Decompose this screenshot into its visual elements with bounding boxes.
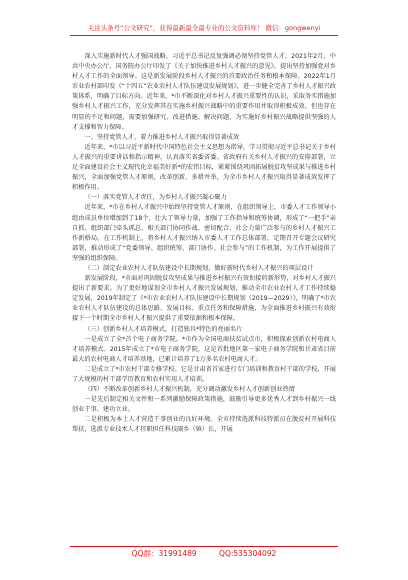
footer [70, 549, 338, 559]
paragraph-ecommerce-college: 一是成立了全*首个电子商务学院。*市作为全国电商扶贫试点市，积极探索创新农村电商人才培养模式。2015年成立了*市电子商务学院，这是首批地区第一家电子商务学院和甘肃省目前最大的农村电商人才培养基地，已累计培养了1万多名农村电商人才。 [72, 335, 336, 363]
document-body [72, 52, 336, 436]
header-divider [70, 35, 338, 36]
footer-qq-group: QQ群：31991489 [131, 549, 197, 558]
paragraph-section-1: 近年来，*市以习近平新时代中国特色社会主义思想为指导，学习贯彻习近平总书记关于乡村人才振兴的重要讲话和指示精神，认真落实省委省委、省政府有关乡村人才振兴的安排部署，立足全面建设社会主义现代化幸福美好新*的宏伟目标，紧紧围绕巩固拓展脱贫攻坚成果与推进乡村振兴，全面加强党管人才原则，改革创新、多措并举，为全市乡村人才振兴取得显著成效发挥了积极作用。 [72, 143, 336, 192]
footer-qq: QQ:535304092 [219, 549, 277, 558]
paragraph-intro: 深入实施新时代人才强国战略，习近平总书记反复强调必须坚持党管人才。2021年2月，中共中央办公厅、国务院办公厅印发了《关于加快推进乡村人才振兴的意见》，提出坚持加强党对乡村人才工作的全面领导。这是新发展阶段乡村人才振兴的首要政治任务和根本保障。2022年1月农业农村部印发《“十四五”农业农村人才队伍建设发展规划》，进一步健全完善了乡村人才振兴政策体系，明确了目标方向。近年来，*市不断深化对乡村人才振兴重要性的认识，采取务实措施加强乡村人才振兴工作，充分发挥其在实施乡村振兴战略中的重要作用并取得积极成效。但也存在明显的不足和问题，需要加强研究、改进措施、解决问题，为实施好乡村振兴战略提供坚强的人才支撑和智力保障。 [72, 53, 336, 131]
paragraph-cadre-school: 二是成立了*市农村干部专修学校。它是甘肃省首家进行专门培训和教育村干部的学校，开展了大规模的村干部学历教育和农村实用人才培训。 [72, 365, 336, 383]
paragraph-subsection-2: 新发展阶段，*市面对巩固脱贫攻坚成果与推进乡村振兴有效衔接的新形势，对乡村人才振兴提出了新要求。为了更好地谋划全市乡村人才振兴发展规划，推动全市农业农村人才工作持续稳定发展，2019年制定了《*市农业农村人才队伍建设中长期规划（2019—2029）》，明确了*市农业农村人才队伍建设的总体思路、发展目标、重点任务和保障措施，为全面推进乡村振兴有效衔接下一个时期全市乡村人才振兴提供了重要依据和根本保障。 [72, 275, 336, 323]
paragraph-local-talent: 二是积极为本土人才营造干事创业的良好环境。全市持续选派科技特派员在脱贫村开展科技帮扶，选派专业技术人才挂职担任科技副乡（镇）长，开展 [72, 416, 336, 434]
subheading-4: （四）不断改革创新乡村人才振兴机制，充分调动激发乡村人才创新创业热情 [84, 386, 295, 394]
subheading-2: （二）制定农业农村人才队伍建设中长期规划，做好新时代乡村人才振兴的项层设计 [84, 264, 314, 272]
footer-divider [70, 546, 338, 547]
paragraph-subsection-1: 近年来，*市在乡村人才振兴中始终坚持党管人才原则，在组织领导上，市委人才工作领导小组由成员单位增加到了18个，壮大了领导力量，加强了工作指导和统筹协调，形成了“一把手”亲自抓、组织部门牵头抓总、相关部门协同作战、密切配合、社会力量广泛参与的乡村人才振兴工作新格局。在工作机制上，将乡村人才振兴纳入市委人才工作总体部署，定期召开专题会议研究部署，推动形成了“党委领导、组织统筹、部门协作、社会参与”的工作机制，为工作开展提供了坚强的组织保障。 [72, 204, 336, 262]
section-heading-1: 一、坚持党管人才，着力推进乡村人才振兴取得显著成效 [84, 133, 240, 141]
paragraph-policies: 一是先后制定相关文件和一系列激励保障政策措施，鼓励引导更多优秀人才到乡村振兴一线创业干事、建功立业。 [72, 396, 336, 414]
subheading-3: （三）创新乡村人才培养模式，打造独具*特色的亮丽名片 [84, 325, 243, 333]
header-banner: 关注头条号“公文研究”，获得最新最全最专业的公文资料库！ 微信：gongwenyi [87, 24, 321, 32]
subheading-1: （一）落实党管人才责任，为乡村人才振兴凝心聚力 [84, 194, 227, 202]
